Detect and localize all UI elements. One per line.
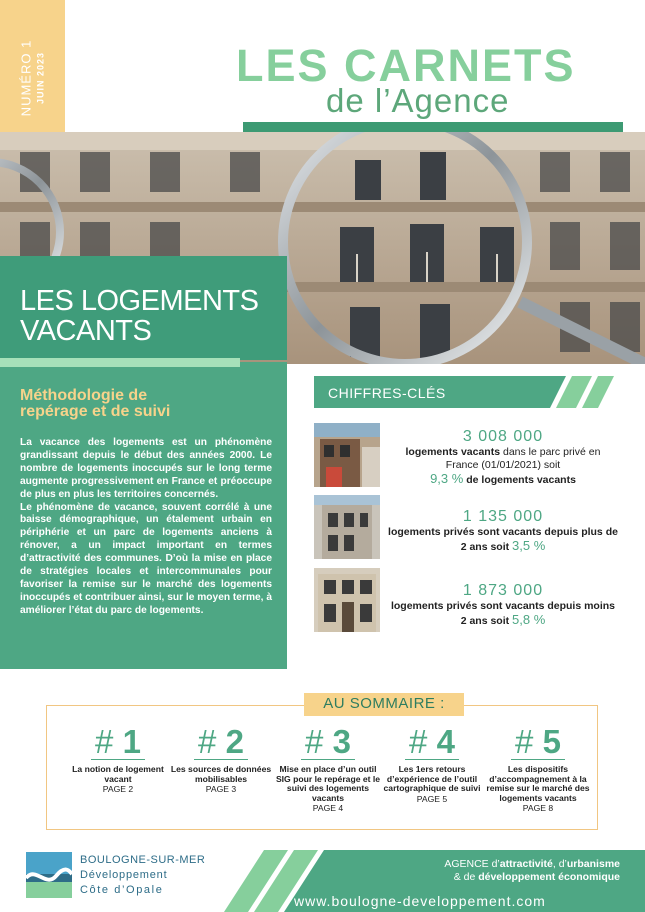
methodology-paragraph-2: Le phénomène de vacance, souvent corrélé à une baisse démographique, un étalement urbain en périphérie et un parc de logements anciens à rénover, a un impact important en termes d’attractivité des communes. D’où la mise en place de stratégies locales et intercommunales pour favoriser la remise sur le marché des logements inoccupés et contribuer ainsi, sur le moyen terme, à améliorer l’état du parc de logements. xyxy=(20,501,272,616)
summary-item-5-page: PAGE 8 xyxy=(522,803,554,813)
key-figure-photo-2 xyxy=(314,495,380,559)
key-figure-2-number: 1 135 000 xyxy=(462,508,544,525)
key-figure-photo-3 xyxy=(314,568,380,632)
org-name-line-1: BOULOGNE-SUR-MER xyxy=(80,854,206,866)
methodology-paragraph-1: La vacance des logements est un phénomène grandissant depuis le début des années 2000. Le nombre de logements inoccupés sur le long terme augmente progressivement en France et préoccupe de plus en plus les territoires concernés. xyxy=(20,437,272,500)
boulogne-logo xyxy=(26,852,72,898)
summary-item-4-page: PAGE 5 xyxy=(416,793,448,804)
methodology-title-line-1: Méthodologie de xyxy=(20,387,148,404)
key-figures-label: CHIFFRES-CLÉS xyxy=(328,385,446,401)
summary-item-4-number: # 4 xyxy=(405,725,459,760)
magazine-title: LES CARNETS xyxy=(236,40,576,91)
summary-item-1-number: # 1 xyxy=(91,725,145,760)
key-figure-1 xyxy=(388,428,618,487)
methodology-title-line-2: repérage et de suivi xyxy=(20,403,171,420)
issue-info xyxy=(6,8,58,148)
accent-bar xyxy=(0,358,240,367)
agency-tagline: AGENCE d’attractivité, d’urbanisme & de développement économique xyxy=(444,858,620,883)
summary-item-2-number: # 2 xyxy=(194,725,248,760)
summary-item-4[interactable] xyxy=(376,725,488,804)
org-name-line-2: Développement xyxy=(80,869,168,881)
headline-line-2: VACANTS xyxy=(20,315,152,347)
summary-item-1[interactable] xyxy=(62,725,174,794)
summary-item-1-page: PAGE 2 xyxy=(102,784,134,794)
key-figure-3-number: 1 873 000 xyxy=(462,582,544,599)
key-figure-2 xyxy=(388,508,618,554)
headline-line-1: LES LOGEMENTS xyxy=(20,285,259,317)
key-figure-photo-1 xyxy=(314,423,380,487)
summary-item-1-desc: La notion de logement vacant xyxy=(72,764,164,784)
key-figure-1-percent: 9,3 % de logements vacants xyxy=(430,471,576,486)
summary-item-2[interactable] xyxy=(165,725,277,794)
issue-number: NUMÉRO 1 xyxy=(18,39,34,117)
summary-item-5-number: # 5 xyxy=(511,725,565,760)
summary-item-5-desc: Les dispositifs d’accompagnement à la remise sur le marché des logements vacants xyxy=(486,764,590,803)
title-underline-bar xyxy=(243,122,623,132)
issue-date: JUIN 2023 xyxy=(35,51,46,105)
summary-label: AU SOMMAIRE : xyxy=(323,695,445,712)
summary-item-4-desc: Les 1ers retours d’expérience de l’outil cartographique de suivi xyxy=(383,764,481,793)
summary-item-2-page: PAGE 3 xyxy=(205,784,237,794)
key-figure-2-text: logements privés sont vacants depuis plus de 2 ans soit 3,5 % xyxy=(388,526,618,553)
org-name-line-3: Côte d’Opale xyxy=(80,884,164,896)
summary-item-3-number: # 3 xyxy=(301,725,355,760)
key-figure-3-text: logements privés sont vacants depuis moins 2 ans soit 5,8 % xyxy=(390,600,616,627)
summary-item-2-desc: Les sources de données mobilisables xyxy=(170,764,272,784)
key-figure-1-number: 3 008 000 xyxy=(462,428,544,445)
summary-item-3[interactable] xyxy=(272,725,384,813)
key-figure-3 xyxy=(388,582,618,628)
website-link[interactable]: www.boulogne-developpement.com xyxy=(294,893,546,909)
headline xyxy=(20,286,258,346)
methodology-title xyxy=(20,388,170,420)
methodology-body xyxy=(20,437,272,618)
summary-item-5[interactable] xyxy=(482,725,594,813)
key-figure-1-text: logements vacants dans le parc privé en France (01/01/2021) soit xyxy=(405,446,601,471)
summary-item-3-page: PAGE 4 xyxy=(312,803,344,813)
summary-item-3-desc: Mise en place d’un outil SIG pour le repérage et le suivi des logements vacants xyxy=(275,764,381,803)
magazine-subtitle: de l’Agence xyxy=(326,82,510,119)
